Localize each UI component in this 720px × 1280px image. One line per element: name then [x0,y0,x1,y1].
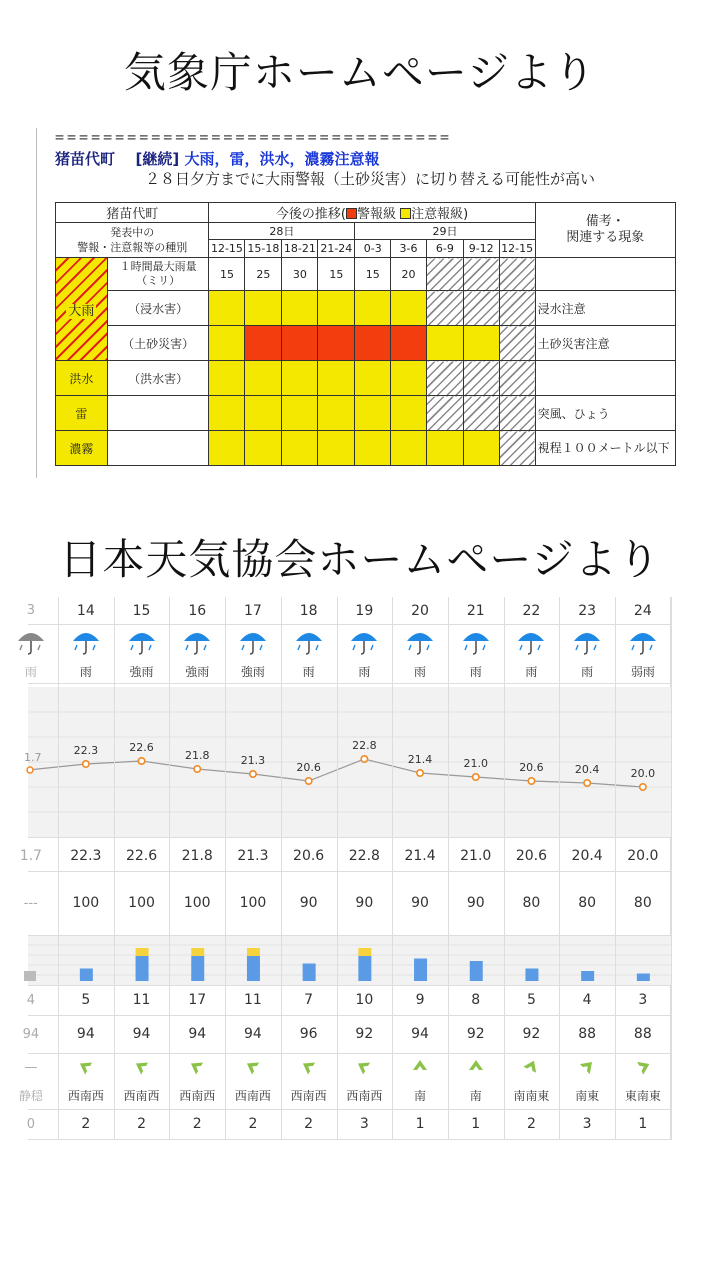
kinds-line-1: 発表中の [110,226,155,239]
wind-direction-cell: 静穏 [18,1088,43,1103]
precip-cell: 5 [526,992,536,1008]
weather-text: 雨 [525,664,538,679]
wind-direction-cell: 西南西 [67,1088,104,1103]
weather-text-row [24,659,671,683]
precip-prob-cell: 90 [355,895,374,911]
grid-line [671,597,672,1140]
landslide-label: （土砂災害） [107,326,209,361]
temperature-point [417,770,423,776]
wind-speed-cell: 3 [359,1116,369,1132]
precip-cell: 11 [132,992,151,1008]
muni-cell: 猪苗代町 [56,203,209,223]
temperature-label: 20.0 [630,767,656,780]
precip-bar-overflow [191,948,204,956]
humidity-cell: 96 [299,1026,318,1042]
precip-cell: 4 [26,992,35,1008]
wind-direction-cell: 南 [414,1088,427,1103]
hour-cell: 3 [26,603,35,618]
precip-prob-cell: 80 [522,895,541,911]
kinds-line-2: 警報・注意報等の種別 [77,241,188,254]
temperature-cell: 21.3 [237,848,269,864]
precip-cell: 4 [582,992,592,1008]
humidity-cell: 94 [22,1026,40,1042]
hour-cell: 22 [522,602,541,619]
rain-umbrella-icon [225,624,281,659]
wind-direction-row [18,1081,671,1109]
trend-prefix: 今後の推移( [275,207,346,222]
trend-header [209,203,535,223]
temperature-label: 22.6 [129,741,154,754]
humidity-cell: 92 [522,1026,541,1042]
humidity-cell: 88 [578,1026,597,1042]
precip-cell: 3 [638,992,648,1008]
wind-arrow-icon [615,1053,671,1081]
precip-prob-cell: 90 [299,895,318,911]
hour-cell: 15 [132,602,151,619]
weather-text: 強雨 [185,664,210,679]
wind-arrow-icon [114,1053,170,1081]
advisory-swatch [400,208,411,219]
warning-swatch [346,208,357,219]
wind-arrow-icon [392,1053,448,1081]
remark-cell [535,361,675,396]
precip-cell: 9 [415,992,425,1008]
advisory-level-label: 注意報級) [411,207,469,222]
grid-line [114,597,115,1140]
humidity-cell: 88 [633,1026,652,1042]
precip-cell: 7 [304,992,314,1008]
temperature-label: 21.8 [185,749,210,762]
time-cell: 0-3 [355,240,391,258]
grid-line [28,1109,671,1110]
temperature-line [28,759,643,787]
flood-sub: （洪水害） [107,361,209,396]
humidity-cell: 94 [188,1026,207,1042]
precip-bar-overflow [358,948,371,956]
hour-cell: 19 [355,602,374,619]
temperature-label: 20.6 [296,761,321,774]
no-data-cell [426,258,463,291]
grid-line [28,1139,671,1140]
hour-cell: 17 [244,602,262,619]
precip-prob-cell: 100 [183,895,211,911]
temperature-point [473,774,479,780]
grid-line [225,597,226,1140]
rain-umbrella-icon [392,624,448,659]
precip-prob-cell: 100 [72,895,100,911]
temperature-cell: 1.7 [19,848,42,864]
time-cell: 21-24 [318,240,355,258]
hour-cell: 16 [188,602,207,619]
calm-indicator: — [24,1059,38,1075]
humidity-cell: 92 [355,1026,374,1042]
weather-text: 雨 [414,664,427,679]
wind-arrow-icon [559,1053,615,1081]
thunder-note: 突風、ひょう [535,396,675,431]
precip-cell: 11 [244,992,262,1008]
wind-direction-cell: 西南西 [346,1088,383,1103]
time-cell: 3-6 [391,240,427,258]
weather-text: 雨 [79,664,92,679]
weather-text: 強雨 [129,664,154,679]
temperature-chart-svg [24,687,671,837]
precip-bar-overflow [247,948,260,956]
hour-cell: 20 [411,602,429,619]
grid-line [169,597,170,1140]
humidity-cell: 94 [76,1026,95,1042]
precip-cell: 10 [355,992,374,1008]
grid-line [28,1015,671,1016]
rain-umbrella-icon [114,624,170,659]
grid-line [58,597,59,1140]
wind-direction-cell: 西南西 [179,1088,216,1103]
wind-arrow-icon [169,1053,225,1081]
status-label: [継続] [135,150,180,168]
wind-direction-cell: 西南西 [290,1088,327,1103]
precipitation-chart-svg [28,935,671,985]
temperature-point [305,778,311,784]
kinds-header [56,223,209,258]
precip-bar [191,956,204,981]
grid-line [448,597,449,1140]
rain-umbrella-icon [3,624,59,659]
jma-panel [36,128,676,478]
jwa-hourly-forecast [18,597,671,1140]
weather-text: 弱雨 [630,664,655,679]
jwa-heading: 日本天気協会ホームページより [59,535,661,584]
precip-bar [525,969,538,982]
temperature-label: 22.3 [73,744,99,757]
temperature-label: 20.4 [574,763,600,776]
rain-umbrella-icon [169,624,225,659]
humidity-cell: 92 [466,1026,485,1042]
wind-speed-cell: 2 [248,1116,258,1132]
temperature-point [361,756,367,762]
hour-cell: 14 [76,602,95,619]
temperature-label: 21.4 [407,753,433,766]
temperature-label: 21.0 [463,757,488,770]
hour-cell: 23 [578,602,597,619]
jma-heading: 気象庁ホームページより [123,48,597,97]
rain-value: 25 [245,258,282,291]
remark-cell [535,258,675,291]
remarks-header [535,203,675,258]
time-cell: 12-15 [209,240,245,258]
rain-value: 15 [355,258,391,291]
rain-umbrella-icon [559,624,615,659]
rain-value: 30 [282,258,318,291]
precip-cell: 17 [188,992,207,1008]
advisory-title [55,148,379,169]
hour-cell: 21 [466,602,485,619]
heavy-rain-label [56,258,108,361]
grid-line [28,871,671,872]
warning-level-label: 警報級 [356,207,396,222]
wind-arrow-row [24,1053,671,1081]
rain-amount-line-2: （ミリ） [136,274,181,287]
temperature-label: 22.8 [352,739,377,752]
precip-cell: 5 [81,992,91,1008]
time-cell: 15-18 [245,240,282,258]
temperature-cell: 22.8 [348,848,380,864]
precip-bar [247,956,260,981]
no-data-cell [463,258,499,291]
precip-bar [136,956,149,981]
grid-line [28,985,671,986]
precip-prob-cell: 80 [578,895,597,911]
precip-prob-cell: 100 [239,895,267,911]
wind-speed-row [28,1109,671,1139]
grid-line [504,597,505,1140]
time-cell: 18-21 [282,240,318,258]
rain-umbrella-icon [58,624,114,659]
humidity-cell: 94 [411,1026,429,1042]
temperature-label: 20.6 [519,761,544,774]
wind-arrow-icon [281,1053,337,1081]
wind-speed-cell: 2 [137,1116,146,1132]
wind-arrow-icon [225,1053,281,1081]
landslide-note: 土砂災害注意 [535,326,675,361]
grid-line [28,683,671,684]
temperature-cell: 22.3 [70,848,102,864]
warning-table [55,202,676,466]
precip-bar [24,971,36,981]
inundation-note: 浸水注意 [535,291,675,326]
grid-line [28,624,671,625]
no-data-cell [499,258,535,291]
rain-amount-line-1: １時間最大雨量 [119,260,197,273]
humidity-cell: 94 [132,1026,151,1042]
rain-umbrella-icon [504,624,560,659]
day2-header: 29日 [355,223,535,240]
wind-speed-cell: 0 [26,1116,35,1132]
time-cell: 12-15 [499,240,535,258]
heavy-rain-text: 大雨 [68,303,95,319]
wind-arrow-icon [504,1053,560,1081]
wind-speed-cell: 2 [81,1116,91,1132]
precip-cell: 8 [471,992,481,1008]
inundation-label: （浸水害） [107,291,209,326]
wind-direction-cell: 南南東 [513,1088,550,1103]
precip-prob-cell: 80 [633,895,652,911]
temperature-point [584,780,590,786]
precip-bar [581,971,594,981]
temperature-cell: 20.0 [627,848,659,864]
rain-umbrella-icon [281,624,337,659]
precip-bar-overflow [136,948,149,956]
weather-text: 雨 [302,664,315,679]
humidity-row [22,1015,671,1053]
rain-umbrella-icon [337,624,393,659]
precip-prob-cell: 90 [411,895,429,911]
precip-prob-cell: 100 [128,895,155,911]
weather-text: 雨 [24,664,37,679]
wind-direction-cell: 西南西 [234,1088,271,1103]
forecast-note: ２８日夕方までに大雨警報（土砂災害）に切り替える可能性が高い [145,170,596,188]
humidity-cell: 94 [244,1026,262,1042]
temperature-cell: 21.4 [404,848,436,864]
precip-bar [358,956,371,981]
wind-speed-cell: 2 [526,1116,536,1132]
precip-prob-cell: --- [23,895,38,911]
temperature-cell: 21.8 [181,848,213,864]
hour-cell: 24 [633,602,652,619]
wind-speed-cell: 1 [638,1116,648,1132]
wind-direction-cell: 南 [469,1088,482,1103]
thunder-label: 雷 [56,396,108,431]
separator-line: ================================= [55,128,453,146]
weather-text: 雨 [358,664,371,679]
temperature-point [640,784,646,790]
precip-bar [637,974,650,982]
rain-value: 15 [318,258,355,291]
wind-direction-cell: 西南西 [123,1088,160,1103]
temperature-point [83,761,89,767]
wind-speed-cell: 2 [304,1116,314,1132]
advisory-list: 大雨，雷，洪水，濃霧注意報 [184,150,380,168]
hour-cell: 18 [299,602,318,619]
temperature-cell: 21.0 [460,848,492,864]
flood-label: 洪水 [56,361,108,396]
weather-text: 強雨 [240,664,265,679]
rain-value: 15 [209,258,245,291]
temperature-point [194,766,200,772]
rain-amount-label [107,258,209,291]
day1-header: 28日 [209,223,355,240]
wind-speed-cell: 3 [582,1116,592,1132]
precipitation-row [28,985,671,1015]
weather-text: 雨 [469,664,482,679]
grid-line [281,597,282,1140]
weather-text: 雨 [581,664,594,679]
grid-line [28,1053,671,1054]
municipality-name: 猪苗代町 [55,150,116,168]
hour-row [28,597,671,624]
temperature-label: 21.3 [240,754,266,767]
wind-arrow-icon [448,1053,504,1081]
precip-bar [414,959,427,982]
temperature-point [138,758,144,764]
wind-arrow-icon [58,1053,114,1081]
wind-speed-cell: 1 [415,1116,425,1132]
grid-line [28,837,671,838]
temperature-chart [24,687,671,837]
rain-umbrella-icon [448,624,504,659]
grid-line [28,935,671,936]
precipitation-chart [28,935,671,985]
remarks-line-2: 関連する現象 [566,230,645,245]
grid-line [337,597,338,1140]
temperature-row [19,841,671,871]
wind-speed-cell: 1 [471,1116,481,1132]
wind-direction-cell: 南東 [575,1088,600,1103]
fog-label: 濃霧 [56,431,108,466]
fog-note: 視程１００メートル以下 [535,431,675,466]
precip-prob-cell: 90 [466,895,485,911]
rain-umbrella-icon [615,624,671,659]
grid-line [615,597,616,1140]
precip-bar [303,964,316,982]
wind-arrow-icon [337,1053,393,1081]
temperature-point [528,778,534,784]
rain-value: 20 [391,258,427,291]
weather-icon-row [28,624,671,659]
precip-probability-row [23,871,671,935]
precip-bar [80,969,93,982]
temperature-cell: 22.6 [125,848,158,864]
precip-bar [470,961,483,981]
grid-line [392,597,393,1140]
time-cell: 6-9 [426,240,463,258]
remarks-line-1: 備考・ [585,214,625,229]
grid-line [559,597,560,1140]
temperature-point [27,767,33,773]
temperature-cell: 20.6 [515,848,548,864]
wind-speed-cell: 2 [192,1116,202,1132]
temperature-cell: 20.6 [293,848,325,864]
temperature-label: 1.7 [24,751,42,764]
time-cell: 9-12 [463,240,499,258]
temperature-point [250,771,256,777]
temperature-cell: 20.4 [571,848,603,864]
wind-direction-cell: 東南東 [624,1088,661,1103]
